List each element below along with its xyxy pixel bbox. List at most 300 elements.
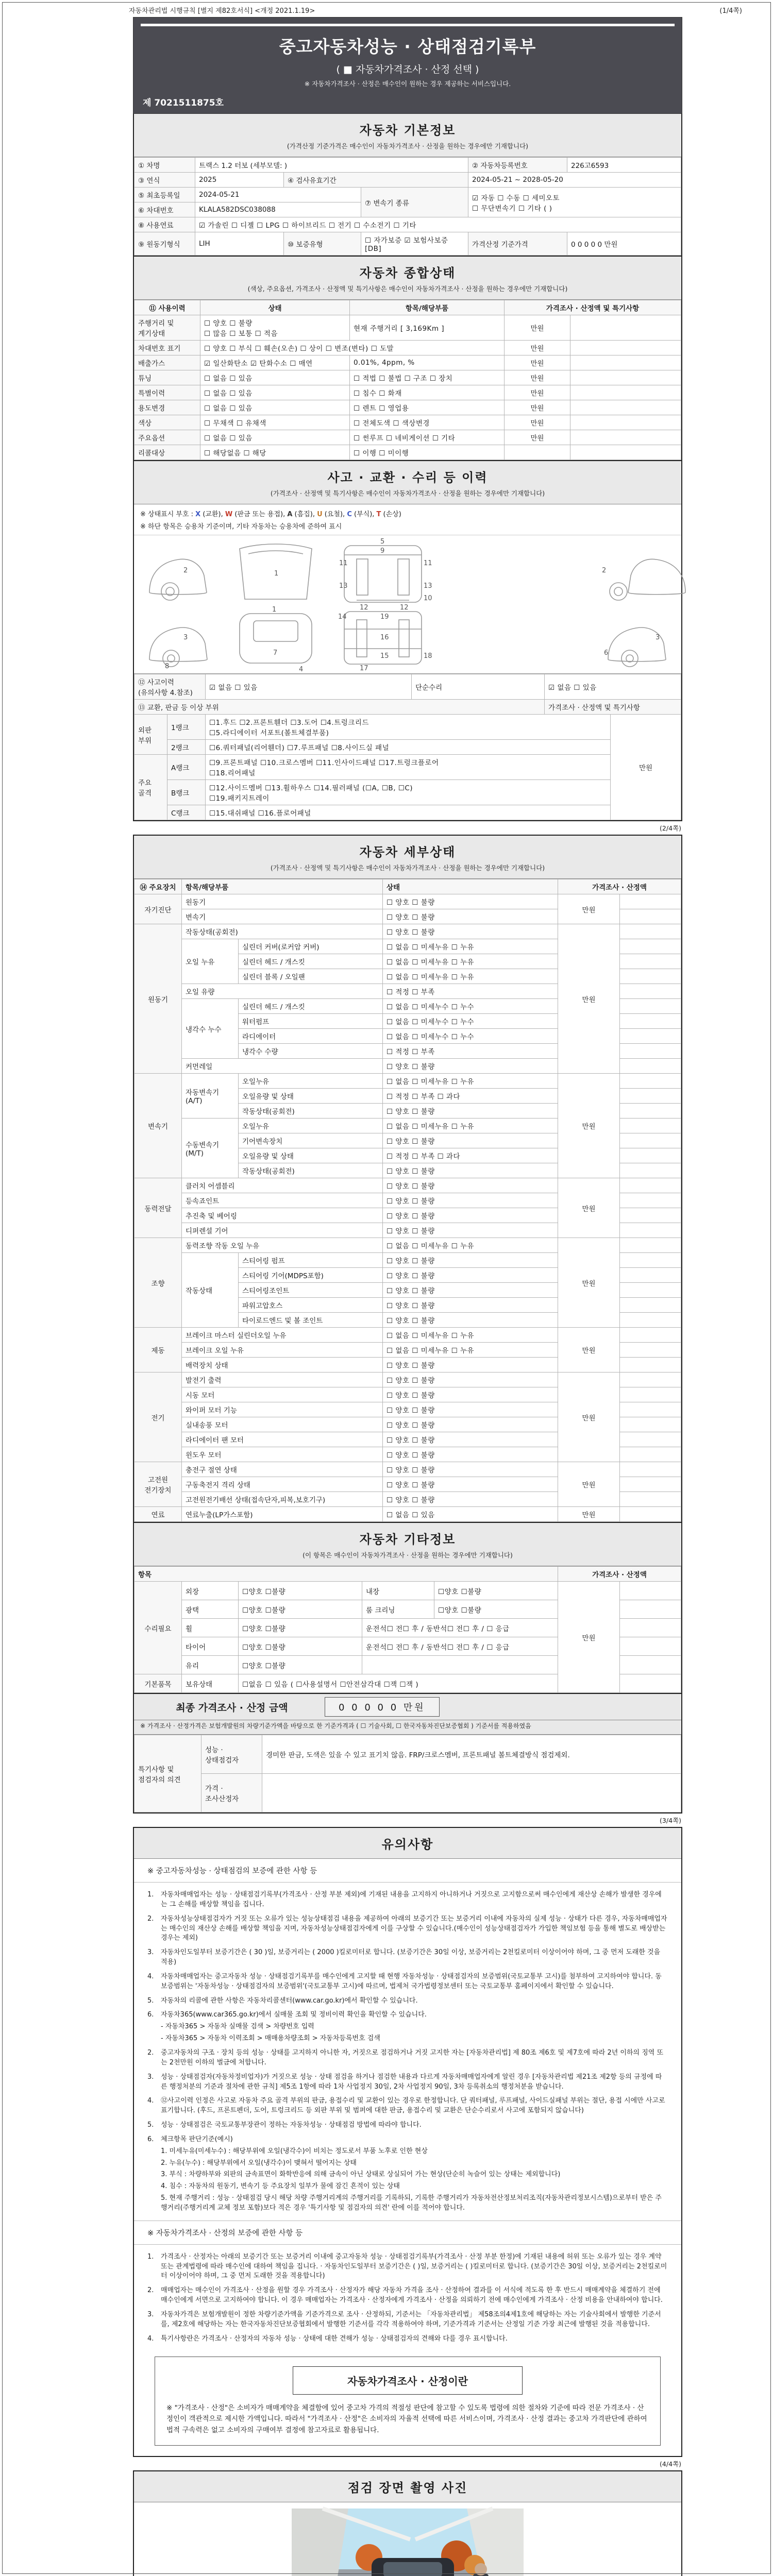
usage-label: 특별이력 <box>135 385 200 400</box>
state-code: X <box>195 511 201 518</box>
svg-text:1: 1 <box>272 606 277 614</box>
price-cell[interactable]: 만원 <box>505 370 570 385</box>
accident-header: 사고 · 교환 · 수리 등 이력 <box>327 470 488 485</box>
notice-title: 유의사항 <box>381 1837 434 1852</box>
state-checkboxes[interactable]: ☐ 양호 ☐ 불량 <box>383 894 558 909</box>
state-checkboxes[interactable]: ☐ 양호 ☐ 불량 <box>383 1417 558 1432</box>
part-label: 실내송풍 모터 <box>182 1417 383 1432</box>
usage-label: 리콜대상 <box>135 445 200 460</box>
notice-item: 3. 성능 · 상태점검자(자동차정비업자)가 거짓으로 성능 · 상태 점검을 하거나 점검한 내용과 다르게 자동차매매업자에게 알린 경우 [자동차관리법 제21조 제2항 등의 규정에 따른 행정처분의 기준과 절차에 관한 규칙] 제5조 1항에 따라 1차 사업정지 30일, 2차 사업정지 90일, 3차 등록취소의 행정처분을 받습니다. <box>147 2073 662 2091</box>
state-checkboxes[interactable]: ☐ 양호 ☐ 불량 <box>383 1402 558 1417</box>
usage-label: 주요옵션 <box>135 430 200 445</box>
inspector-opinion-label: 성능 · 상태점검자 <box>201 1735 262 1774</box>
scan-frame <box>2 2 771 2574</box>
notice-item: 1. 가격조사 · 산정자는 아래의 보증기간 또는 보증거리 이내에 중고자동차 성능 · 상태점검기록부(가격조사 · 산정 부분 한정)에 기재된 내용에 허위 또는 오류가 있는 경우 계약 또는 관계법령에 따라 매수인에 대하여 책임을 집니다. · 자동차인도일부터 보증기간은 ( )일, 보증거리는 ( )킬로미터로 합니다. (보증기간은 30일 이상, 보증거리는 2천킬로미터 이상이어야 하며, 그 중 먼저 도래한 것을 적용합니다) <box>147 2252 667 2280</box>
svg-text:17: 17 <box>360 665 368 672</box>
device-label: 변속기 <box>135 1074 182 1178</box>
category-label: 수리필요 <box>135 1582 182 1674</box>
inspection-period-value[interactable]: 2024-05-21 ~ 2028-05-20 <box>468 173 681 188</box>
svg-text:7: 7 <box>273 649 278 657</box>
vin-value[interactable]: KLALA582DSC038088 <box>195 202 361 217</box>
state-checkboxes[interactable]: ☐ 양호 ☐ 불량 <box>383 1447 558 1462</box>
appraiser-opinion-label: 가격 · 조사산정자 <box>201 1774 262 1812</box>
svg-text:14: 14 <box>338 613 347 621</box>
price-cell[interactable]: 만원 <box>558 894 620 924</box>
part-label: 라디에이터 팬 모터 <box>182 1432 383 1447</box>
state-checkboxes[interactable]: ☐ 없음 ☐ 미세누수 ☐ 누수 <box>383 1029 558 1044</box>
part-label: 오일유량 및 상태 <box>239 1148 383 1163</box>
part-label: 충전구 절연 상태 <box>182 1462 383 1477</box>
regulation-note: 자동차관리법 시행규칙 [별지 제82호서식] <개정 2021.1.19> <box>129 7 315 15</box>
state-checkboxes[interactable]: ☐ 양호 ☐ 불량 <box>383 1268 558 1283</box>
rank-label: C랭크 <box>167 805 206 820</box>
parts-checkboxes[interactable]: ☐ 썬루프 ☐ 네비게이션 ☐ 기타 <box>350 430 505 445</box>
state-checkboxes[interactable]: ☐양호 ☐불량 <box>239 1656 362 1674</box>
notice-item: 3. 자동차인도일부터 보증기간은 ( 30 )일, 보증거리는 ( 2000 )킬로미터로 합니다. (보증기간은 30일 이상, 보증거리는 2천킬로미터 이상이어야 하며, 그 중 먼저 도래한 것을 적용) <box>147 1948 661 1967</box>
state-checkboxes[interactable]: ☐ 양호 ☐ 불량 <box>383 1208 558 1223</box>
col-header: ⑪ 사용이력 <box>135 300 200 315</box>
svg-text:15: 15 <box>380 652 389 660</box>
notice-item: 1. 자동차매매업자는 성능 · 상태점검기록부(가격조사 · 산정 부분 제외)에 기재된 내용을 고지하지 아니하거나 거짓으로 고지함으로써 매수인에게 재산상 손해가 발생한 경우에는 그 손해를 배상할 책임을 집니다. <box>147 1891 662 1908</box>
price-cell[interactable]: 만원 <box>505 355 570 370</box>
item-label: 보유상태 <box>182 1674 239 1693</box>
notice-subitem: 1. 미세누유(미세누수) : 해당부위에 오일(냉각수)이 비치는 정도로서 부품 노후로 인한 현상 <box>161 2147 428 2155</box>
price-cell[interactable]: 만원 <box>505 415 570 430</box>
price-cell[interactable]: 만원 <box>558 1582 620 1693</box>
field-label: ⑤ 최초등록일 <box>135 188 195 202</box>
info-box-text: ※ "가격조사 · 산정"은 소비자가 매매계약을 체결함에 있어 중고차 가격의 적절성 판단에 참고할 수 있도록 법령에 의한 절차와 기준에 따라 전문 가격조사 · 산정인이 객관적으로 제시한 가액입니다. 따라서 "가격조사 · 산정"은 소비자의 자율적 선택에 따른 서비스이며, 가격조사 · 산정 결과는 중고차 가격판단에 관하여 법적 구속력은 없고 소비자의 구매여부 결정에 참고자료로 활용됩니다. <box>166 2403 647 2434</box>
svg-text:2: 2 <box>602 567 607 574</box>
field-label: ③ 연식 <box>135 173 195 188</box>
subgroup-label: 자동변속기 (A/T) <box>182 1074 239 1118</box>
notice-subitem: - 자동차365 > 자동차 이력조회 > 매매용차량조회 > 자동차등록번호 검색 <box>161 2035 380 2043</box>
part-label: 기어변속장치 <box>239 1133 383 1148</box>
state-checkboxes[interactable]: ☐ 양호 ☐ 불량 <box>383 1178 558 1193</box>
item-label: 룸 크리닝 <box>362 1600 434 1619</box>
usage-label: 색상 <box>135 415 200 430</box>
part-label: 구동축전지 격리 상태 <box>182 1477 383 1492</box>
simple-repair-checkboxes[interactable]: ☑ 없음 ☐ 있음 <box>545 674 681 700</box>
photos-header: 점검 장면 촬영 사진 <box>347 2481 468 2496</box>
state-checkboxes[interactable]: ☐ 양호 ☐ 불량 <box>383 1298 558 1313</box>
accident-history-checkboxes[interactable]: ☑ 없음 ☐ 있음 <box>206 674 412 700</box>
part-label: 커먼레일 <box>182 1059 383 1074</box>
part-label: 워터펌프 <box>239 1014 383 1029</box>
svg-text:11: 11 <box>424 560 432 567</box>
price-cell[interactable]: 만원 <box>558 1507 620 1522</box>
state-code: A <box>287 511 293 518</box>
price-cell[interactable]: 만원 <box>558 1074 620 1178</box>
position-checkboxes[interactable]: 운전석☐ 전☐ 후 / 동반석☐ 전☐ 후 / ☐ 응급 <box>362 1619 558 1637</box>
state-checkboxes[interactable]: ☐ 해당없음 ☐ 해당 <box>200 445 350 460</box>
part-label: 오일누유 <box>239 1118 383 1133</box>
svg-text:18: 18 <box>424 652 432 660</box>
first-reg-date-value[interactable]: 2024-05-21 <box>195 188 361 202</box>
item-label: 타이어 <box>182 1637 239 1656</box>
info-box-title: 자동차가격조사 · 산정이란 <box>293 2366 523 2395</box>
item-label: 광택 <box>182 1600 239 1619</box>
form-note: ※ 자동차가격조사 · 산정은 매수인이 원하는 경우 제공하는 서비스입니다. <box>304 80 511 88</box>
price-cell[interactable]: 만원 <box>505 385 570 400</box>
field-label: ⑥ 차대번호 <box>135 202 195 217</box>
legend-text: (흠집), <box>292 511 317 518</box>
field-label: ④ 검사유효기간 <box>284 173 468 188</box>
device-label: 동력전달 <box>135 1178 182 1238</box>
parts-checkboxes[interactable]: ☐ 적법 ☐ 불법 ☐ 구조 ☐ 장치 <box>350 370 505 385</box>
legend-note: ※ 하단 항목은 승용차 기준이며, 기타 자동차는 승용차에 준하여 표시 <box>140 523 342 531</box>
state-checkboxes[interactable]: ☐ 없음 ☐ 있음 <box>200 370 350 385</box>
col-header: 항목/해당부품 <box>182 879 383 894</box>
svg-text:1: 1 <box>274 570 279 578</box>
part-label: 타이로드엔드 및 볼 조인트 <box>239 1313 383 1328</box>
col-header: 항목 <box>135 1567 558 1582</box>
document-number: 제 7021511875호 <box>143 98 224 108</box>
state-checkboxes[interactable]: ☐ 없음 ☐ 있음 <box>200 385 350 400</box>
item-label: 내장 <box>362 1582 434 1600</box>
device-label: 조향 <box>135 1238 182 1328</box>
etc-header: 자동차 기타정보 <box>359 1532 456 1547</box>
price-cell[interactable]: 만원 <box>505 400 570 415</box>
page-marker-2: (2/4쪽) <box>660 824 681 832</box>
field-label: 가격산정 기준가격 <box>468 232 567 256</box>
page-marker-4: (4/4쪽) <box>660 2460 681 2468</box>
price-cell[interactable]: 만원 <box>558 1372 620 1462</box>
col-header: 상태 <box>200 300 350 315</box>
rank-label: A랭크 <box>167 755 206 780</box>
price-cell[interactable]: 만원 <box>505 430 570 445</box>
part-label: 실린더 헤드 / 개스킷 <box>239 999 383 1014</box>
panel-checkboxes[interactable]: ☐12.사이드멤버 ☐13.휠하우스 ☐14.필러패널 (☐A, ☐B, ☐C) ☐19.패키지트레이 <box>206 780 611 805</box>
state-checkboxes[interactable]: ☐ 양호 ☐ 불량 ☐ 많음 ☐ 보통 ☐ 적음 <box>200 315 350 341</box>
state-checkboxes[interactable]: ☐ 없음 ☐ 미세누유 ☐ 누유 <box>383 1343 558 1358</box>
state-checkboxes[interactable]: ☐양호 ☐불량 <box>239 1637 362 1656</box>
state-checkboxes[interactable]: ☐양호 ☐불량 <box>239 1619 362 1637</box>
col-header: 항목/해당부품 <box>350 300 505 315</box>
basic-header: 자동차 기본정보 <box>359 123 456 138</box>
state-checkboxes[interactable]: ☐양호 ☐불량 <box>239 1582 362 1600</box>
svg-text:5: 5 <box>380 538 385 546</box>
field-label: ⑩ 보증유형 <box>284 232 361 256</box>
state-checkboxes[interactable]: ☐ 양호 ☐ 불량 <box>383 1104 558 1118</box>
part-label: 파워고압호스 <box>239 1298 383 1313</box>
basic-items-checkboxes[interactable]: ☐없음 ☐ 있음 ( ☐사용설명서 ☐안전삼각대 ☐잭 ☐잭 ) <box>239 1674 558 1693</box>
usage-label: 배출가스 <box>135 355 200 370</box>
notice-item: 2. 자동차성능상태점검자가 거짓 또는 오류가 있는 성능상태점검 내용을 제공하여 아래의 보증기간 또는 보증거리 이내에 자동차의 실제 성능 · 상태가 다른 경우, 자동차매매업자는 매수인의 재산상 손해를 배상할 책임을 지며, 자동차성능상태점검자에게 이를 구상할 수 있습니다.(매수인이 성능상태점검자가 가입한 책임보험 등을 통해 별도로 배상받는 경우는 제외) <box>147 1914 667 1942</box>
subgroup-label: 작동상태 <box>182 1253 239 1328</box>
overall-header: 자동차 종합상태 <box>359 266 456 280</box>
state-checkboxes[interactable]: ☐ 양호 ☐ 불량 <box>383 1059 558 1074</box>
notice-item: 2. 매매업자는 매수인이 가격조사 · 산정을 원할 경우 가격조사 · 산정자가 해당 자동차 가격을 조사 · 산정하여 결과를 이 서식에 적도록 한 후 반드시 매매계약을 체결하기 전에 매수인에게 서면으로 고지하여야 합니다. 이 경우 매매업자는 가격조사 · 산정자에게 가격조사 · 산정을 의뢰하기 전에 매수인에게 가격조사 · 산정 비용을 안내하여야 합니다. <box>147 2286 663 2304</box>
state-checkboxes[interactable]: ☐ 없음 ☐ 미세누유 ☐ 누유 <box>383 1238 558 1253</box>
parts-checkboxes[interactable]: 0.01%, 4ppm, % <box>350 355 505 370</box>
price-cell[interactable]: 만원 <box>505 315 570 341</box>
part-label: 시동 모터 <box>182 1387 383 1402</box>
field-label: ② 자동차등록번호 <box>468 158 567 173</box>
state-checkboxes[interactable]: ☐양호 ☐불량 <box>434 1582 558 1600</box>
usage-label: 용도변경 <box>135 400 200 415</box>
svg-text:19: 19 <box>380 613 389 621</box>
state-checkboxes[interactable]: ☑ 일산화탄소 ☑ 탄화수소 ☐ 매연 <box>200 355 350 370</box>
part-label: 오일유량 및 상태 <box>239 1089 383 1104</box>
parts-checkboxes[interactable]: ☐ 전체도색 ☐ 색상변경 <box>350 415 505 430</box>
svg-text:11: 11 <box>339 560 348 567</box>
device-label: 원동기 <box>135 924 182 1074</box>
svg-text:4: 4 <box>299 666 304 673</box>
rank-price-header: 가격조사 · 산정액 및 특기사항 <box>545 700 681 715</box>
part-label: 냉각수 수량 <box>239 1044 383 1059</box>
state-checkboxes[interactable]: ☐ 없음 ☐ 있음 <box>200 400 350 415</box>
item-label: 외장 <box>182 1582 239 1600</box>
part-label: 스티어링조인트 <box>239 1283 383 1298</box>
subgroup-label: 오일 누유 <box>182 939 239 984</box>
panel-checkboxes[interactable]: ☐1.후드 ☐2.프론트휀더 ☐3.도어 ☐4.트렁크리드 ☐5.라디에이터 서포트(볼트체결부품) <box>206 715 611 740</box>
state-checkboxes[interactable]: ☐ 양호 ☐ 불량 <box>383 1477 558 1492</box>
state-checkboxes[interactable]: ☐ 양호 ☐ 불량 <box>383 1223 558 1238</box>
part-label: 원동기 <box>182 894 383 909</box>
state-checkboxes[interactable]: ☐ 적정 ☐ 부족 ☐ 과다 <box>383 1089 558 1104</box>
position-checkboxes[interactable]: 운전석☐ 전☐ 후 / 동반석☐ 전☐ 후 / ☐ 응급 <box>362 1637 558 1656</box>
state-code: C <box>347 511 352 518</box>
part-label: 작동상태(공회전) <box>239 1104 383 1118</box>
svg-text:16: 16 <box>380 634 389 641</box>
subgroup-label: 냉각수 누수 <box>182 999 239 1059</box>
part-label: 연료누출(LP가스포함) <box>182 1507 383 1522</box>
part-label: 실린더 헤드 / 개스킷 <box>239 954 383 969</box>
svg-text:13: 13 <box>424 582 432 590</box>
state-checkboxes[interactable]: ☐ 없음 ☐ 미세누수 ☐ 누수 <box>383 1014 558 1029</box>
state-checkboxes[interactable]: ☐ 양호 ☐ 불량 <box>383 1313 558 1328</box>
svg-text:12: 12 <box>400 604 409 612</box>
state-checkboxes[interactable]: ☐ 양호 ☐ 불량 <box>383 1372 558 1387</box>
part-label: 실린더 블록 / 오일팬 <box>239 969 383 984</box>
svg-text:12: 12 <box>360 604 368 612</box>
svg-text:8: 8 <box>165 663 170 670</box>
part-label: 와이퍼 모터 기능 <box>182 1402 383 1417</box>
panel-checkboxes[interactable]: ☐6.쿼터패널(리어휀더) ☐7.루프패널 ☐8.사이드실 패널 <box>206 740 611 755</box>
state-checkboxes[interactable]: ☐ 없음 ☐ 미세누유 ☐ 누유 <box>383 1328 558 1343</box>
device-label: 제동 <box>135 1328 182 1372</box>
state-checkboxes[interactable]: ☐ 양호 ☐ 불량 <box>383 1193 558 1208</box>
basic-subtitle: (가격산정 기준가격은 매수인이 자동차가격조사 · 산정을 원하는 경우에만 기재합니다) <box>287 142 529 150</box>
part-label: 윈도우 모터 <box>182 1447 383 1462</box>
part-label: 라디에이터 <box>239 1029 383 1044</box>
parts-checkboxes[interactable]: ☐ 침수 ☐ 화재 <box>350 385 505 400</box>
state-checkboxes[interactable]: ☐ 양호 ☐ 불량 <box>383 1492 558 1507</box>
part-label: 작동상태(공회전) <box>182 924 383 939</box>
state-checkboxes[interactable]: ☐양호 ☐불량 <box>434 1600 558 1619</box>
parts-checkboxes[interactable]: ☐ 이행 ☐ 미이행 <box>350 445 505 460</box>
state-checkboxes[interactable]: ☐ 양호 ☐ 불량 <box>383 1432 558 1447</box>
legend-text: (손상) <box>381 511 401 518</box>
notice-subitem: 4. 침수 : 자동차의 원동기, 변속기 등 주요장치 일부가 물에 잠긴 흔적이 있는 상태 <box>161 2182 400 2191</box>
legend-text: (교환), <box>200 511 225 518</box>
warranty-type-checkboxes[interactable]: ☐ 자가보증 ☑ 보험사보증 [DB] <box>361 232 468 256</box>
svg-text:3: 3 <box>656 634 660 641</box>
device-label: 연료 <box>135 1507 182 1522</box>
legend-text: ※ 상태표시 부호 : <box>140 511 196 518</box>
price-cell[interactable]: 만원 <box>558 1462 620 1507</box>
field-label: ⑨ 원동기형식 <box>135 232 195 256</box>
parts-checkboxes[interactable]: ☐ 렌트 ☐ 영업용 <box>350 400 505 415</box>
opinions-label: 특기사항 및 점검자의 의견 <box>135 1735 201 1812</box>
simple-repair-label: 단순수리 <box>412 674 545 700</box>
price-cell[interactable]: 만원 <box>505 341 570 355</box>
price-cell[interactable]: 만원 <box>558 1238 620 1328</box>
rank-price-cell[interactable]: 만원 <box>611 715 681 820</box>
part-label: 고전원전기배선 상태(접속단자,피복,보호기구) <box>182 1492 383 1507</box>
state-checkboxes[interactable]: ☐ 없음 ☐ 미세누유 ☐ 누유 <box>383 969 558 984</box>
svg-text:13: 13 <box>339 582 348 590</box>
item-label: 유리 <box>182 1656 239 1674</box>
state-checkboxes[interactable]: ☐ 양호 ☐ 불량 <box>383 1133 558 1148</box>
state-checkboxes[interactable]: ☐ 적정 ☐ 부족 <box>383 984 558 999</box>
final-price-amount[interactable]: 0 0 0 0 0 만원 <box>325 1697 440 1717</box>
usage-label: 주행거리 및 계기상태 <box>135 315 200 341</box>
part-label: 작동상태(공회전) <box>239 1163 383 1178</box>
part-label: 브레이크 마스터 실린더오일 누유 <box>182 1328 383 1343</box>
svg-text:9: 9 <box>380 547 385 555</box>
form-title: 중고자동차성능 · 상태점검기록부 <box>279 37 536 57</box>
usage-label: 튜닝 <box>135 370 200 385</box>
notice-item: 4. ⑫사고이력 인정은 사고로 자동차 주요 골격 부위의 판금, 용접수리 및 교환이 있는 경우로 한정합니다. 단 쿼터패널, 루프패널, 사이드실패널 부위는 절단, 용접 시에만 사고로 표기합니다. (후드, 프론트펜더, 도어, 트렁크리드 등 외판 부위 및 범퍼에 대한 판금, 용접수리 및 교환은 단순수리로서 사고에 포함되지 않습니다) <box>147 2097 665 2115</box>
legend-text: (판금 또는 용접), <box>232 511 288 518</box>
fuel-checkboxes[interactable]: ☑ 가솔린 ☐ 디젤 ☐ LPG ☐ 하이브리드 ☐ 전기 ☐ 수소전기 ☐ 기타 <box>195 217 681 232</box>
device-label: 자기진단 <box>135 894 182 924</box>
svg-text:10: 10 <box>424 595 432 602</box>
part-label: 변속기 <box>182 909 383 924</box>
state-checkboxes[interactable]: ☐ 양호 ☐ 불량 <box>383 1387 558 1402</box>
engine-type-value[interactable]: LIH <box>195 232 284 256</box>
field-label: ⑧ 사용연료 <box>135 217 195 232</box>
notice-item: 6. 체크항목 판단기준(예시) <box>147 2135 233 2143</box>
state-checkboxes[interactable]: ☐양호 ☐불량 <box>239 1600 362 1619</box>
notice-item: 3. 자동차가격은 보험개발원이 정한 차량기준가액을 기준가격으로 조사 · 산정하되, 기준서는 「자동차관리법」 제58조의4제1호에 해당하는 자는 기술사회에서 발행한 기준서를, 제2호에 해당하는 자는 한국자동차진단보증협회에서 발행한 기준서를 각각 적용하여야 하며, 기준가격과 기준서는 산정일 기준 가장 최근에 발행된 것을 적용합니다. <box>147 2311 661 2328</box>
col-header: ⑭ 주요장치 <box>135 879 182 894</box>
state-checkboxes[interactable]: ☐ 없음 ☐ 미세누유 ☐ 누유 <box>383 939 558 954</box>
overall-subtitle: (색상, 주요옵션, 가격조사 · 산정액 및 특기사항은 매수인이 자동차가격조사 · 산정을 원하는 경우에만 기재합니다) <box>247 285 568 293</box>
state-checkboxes[interactable]: ☐ 양호 ☐ 불량 <box>383 909 558 924</box>
item-label: 휠 <box>182 1619 239 1637</box>
state-checkboxes[interactable]: ☐ 없음 ☐ 미세누유 ☐ 누유 <box>383 954 558 969</box>
notice-subheader-b: ※ 자동차가격조사 · 산정의 보증에 관한 사항 등 <box>134 2221 681 2245</box>
notice-subitem: - 자동차365 > 자동차 실매물 검색 > 차량번호 입력 <box>161 2023 314 2031</box>
notice-item: 6. 자동차365(www.car365.go.kr)에서 실매물 조회 및 정비이력 확인을 확인할 수 있습니다. <box>147 2011 427 2019</box>
panel-group-label: 주요 골격 <box>135 755 167 820</box>
notice-subitem: 3. 부식 : 차량하부와 외판의 금속표면이 화학반응에 의해 금속이 아닌 상태로 상실되어 가는 현상(단순히 녹슬어 있는 상태는 제외합니다) <box>161 2171 561 2179</box>
svg-text:6: 6 <box>604 649 609 657</box>
col-header: 상태 <box>383 879 558 894</box>
category-label: 기본품목 <box>135 1674 182 1693</box>
accident-history-label: ⑫ 사고이력 (유의사항 4.참조) <box>135 674 206 700</box>
state-checkboxes[interactable]: ☐ 없음 ☐ 있음 <box>200 430 350 445</box>
rank-header: ⑬ 교환, 판금 등 이상 부위 <box>135 700 545 715</box>
parts-checkboxes[interactable]: 현재 주행거리 [ 3,169Km ] <box>350 315 505 341</box>
part-label: 클러치 어셈블리 <box>182 1178 383 1193</box>
part-label: 발전기 출력 <box>182 1372 383 1387</box>
rank-label: 2랭크 <box>167 740 206 755</box>
device-label: 전기 <box>135 1372 182 1462</box>
subgroup-label: 수동변속기 (M/T) <box>182 1118 239 1178</box>
detail-header: 자동차 세부상태 <box>359 845 456 859</box>
part-label: 스티어링 펌프 <box>239 1253 383 1268</box>
price-cell[interactable]: 만원 <box>558 1328 620 1372</box>
page-marker-3: (3/4쪽) <box>660 1817 681 1824</box>
state-code: W <box>225 511 233 518</box>
final-price-label: 최종 가격조사 · 산정 금액 <box>176 1702 288 1714</box>
transmission-checkboxes[interactable]: ☑ 자동 ☐ 수동 ☐ 세미오토 ☐ 무단변속기 ☐ 기타 ( ) <box>468 188 681 217</box>
state-checkboxes[interactable]: ☐ 없음 ☐ 미세누유 ☐ 누유 <box>383 1074 558 1089</box>
base-price-value[interactable]: 0 0 0 0 0 만원 <box>567 232 681 256</box>
state-checkboxes[interactable]: ☐ 무채색 ☐ 유채색 <box>200 415 350 430</box>
state-checkboxes[interactable]: ☐ 적정 ☐ 부족 ☐ 과다 <box>383 1148 558 1163</box>
plate-number-value[interactable]: 226고6593 <box>567 158 681 173</box>
part-label: 추진축 및 베어링 <box>182 1208 383 1223</box>
notice-subitem: 2. 누유(누수) : 해당부위에서 오일(냉각수)이 맺혀서 떨어지는 상태 <box>161 2159 357 2167</box>
notice-subheader-a: ※ 중고자동차성능 · 상태점검의 보증에 관한 사항 등 <box>134 1859 681 1883</box>
state-checkboxes[interactable]: ☐ 양호 ☐ 불량 <box>383 1358 558 1372</box>
state-checkboxes[interactable]: ☐ 없음 ☐ 미세누유 ☐ 누유 <box>383 1118 558 1133</box>
etc-subtitle: (이 항목은 매수인이 자동차가격조사 · 산정을 원하는 경우에만 기재합니다) <box>303 1551 513 1559</box>
part-label: 동력조향 작동 오일 누유 <box>182 1238 383 1253</box>
notice-item: 5. 성능 · 상태점검은 국토교통부장관이 정하는 자동차성능 · 상태점검 방법에 따라야 합니다. <box>147 2121 422 2129</box>
state-checkboxes[interactable]: ☐ 양호 ☐ 불량 <box>383 1253 558 1268</box>
col-header: 가격조사 · 산정액 <box>558 1567 681 1582</box>
field-label: ① 차명 <box>135 158 195 173</box>
state-checkboxes[interactable]: ☐ 양호 ☐ 불량 <box>383 924 558 939</box>
car-name-value[interactable]: 트랙스 1.2 터보 (세부모델: ) <box>195 158 468 173</box>
notice-item: 5. 자동차의 리콜에 관한 사항은 자동차리콜센터(www.car.go.kr)에서 확인할 수 있습니다. <box>147 1996 418 2005</box>
part-label: 오일 유량 <box>182 984 383 999</box>
part-label: 스티어링 기어(MDPS포함) <box>239 1268 383 1283</box>
usage-label: 차대번호 표기 <box>135 341 200 355</box>
device-label: 고전원 전기장치 <box>135 1462 182 1507</box>
panel-checkboxes[interactable]: ☐9.프론트패널 ☐10.크로스멤버 ☐11.인사이드패널 ☐17.트렁크플로어 ☐18.리어패널 <box>206 755 611 780</box>
state-code: T <box>376 511 381 518</box>
price-cell[interactable]: 만원 <box>558 1178 620 1238</box>
state-checkboxes[interactable]: ☐ 양호 ☐ 불량 <box>383 1462 558 1477</box>
part-label: 오일누유 <box>239 1074 383 1089</box>
model-year-value[interactable]: 2025 <box>195 173 284 188</box>
col-header: 가격조사 · 산정액 <box>558 879 681 894</box>
notice-item: 4. 특기사항란은 가격조사 · 산정자의 자동차 성능 · 상태에 대한 견해가 성능 · 상태점검자의 견해와 다를 경우 표시합니다. <box>147 2334 508 2343</box>
page-marker-1: (1/4쪽) <box>719 7 742 15</box>
legend-text: (요철), <box>322 511 347 518</box>
price-cell[interactable]: 만원 <box>558 924 620 1074</box>
accident-subtitle: (가격조사 · 산정액 및 특기사항은 매수인이 자동차가격조사 · 산정을 원하는 경우에만 기재합니다) <box>270 489 545 497</box>
inspector-opinion-value[interactable]: 경미한 판금, 도색은 있을 수 있고 표기치 않음. FRP/크로스멤버, 프론트패널 볼트체결방식 점검제외. <box>262 1735 681 1774</box>
svg-text:2: 2 <box>183 567 188 574</box>
legend-text: (부식), <box>351 511 377 518</box>
state-checkboxes[interactable]: ☐ 없음 ☐ 있음 <box>383 1507 558 1522</box>
rank-label: 1랭크 <box>167 715 206 740</box>
part-label: 등속죠인트 <box>182 1193 383 1208</box>
state-checkboxes[interactable]: ☐ 적정 ☐ 부족 <box>383 1044 558 1059</box>
state-checkboxes[interactable]: ☐ 양호 ☐ 불량 <box>383 1283 558 1298</box>
state-checkboxes[interactable]: ☐ 양호 ☐ 부식 ☐ 훼손(오손) ☐ 상이 ☐ 변조(변타) ☐ 도말 <box>200 341 505 355</box>
state-checkboxes[interactable]: ☐ 없음 ☐ 미세누수 ☐ 누수 <box>383 999 558 1014</box>
panel-group-label: 외판 부위 <box>135 715 167 755</box>
state-checkboxes[interactable]: ☐ 양호 ☐ 불량 <box>383 1163 558 1178</box>
rank-label: B랭크 <box>167 780 206 805</box>
part-label: 실린더 커버(로커암 커버) <box>239 939 383 954</box>
detail-subtitle: (가격조사 · 산정액 및 특기사항은 매수인이 자동차가격조사 · 산정을 원하는 경우에만 기재합니다) <box>270 864 545 872</box>
notice-subitem: 5. 현재 주행거리 : 성능 · 상태점검 당시 해당 차량 주행거리계의 주행거리를 기록하되, 기록한 주행거리가 자동차전산정보처리조직(자동차관리정보시스템)으로부터 받은 주행거리(주행거리계 교체 정보 포함)보다 적은 경우 '특기사항 및 점검자의 의견' 란에 이를 적어야 합니다. <box>161 2194 662 2212</box>
part-label: 브레이크 오일 누유 <box>182 1343 383 1358</box>
final-price-note: ※ 가격조사 · 산정가격은 보험개발원의 차량기준가액을 바탕으로 한 기준가격과 ( ☐ 기술사회, ☐ 한국자동차진단보증협회 ) 기준서를 적용하였음 <box>134 1720 681 1735</box>
state-code: U <box>317 511 323 518</box>
notice-item: 2. 중고자동차의 구조 · 장치 등의 성능 · 상태를 고지하지 아니한 자, 거짓으로 점검하거나 거짓 고지한 자는 [자동차관리법] 제 80조 제6호 및 제7호에 따라 2년 이하의 징역 또는 2천만원 이하의 벌금에 처합니다. <box>147 2048 664 2066</box>
panel-checkboxes[interactable]: ☐15.대쉬패널 ☐16.플로어패널 <box>206 805 611 820</box>
